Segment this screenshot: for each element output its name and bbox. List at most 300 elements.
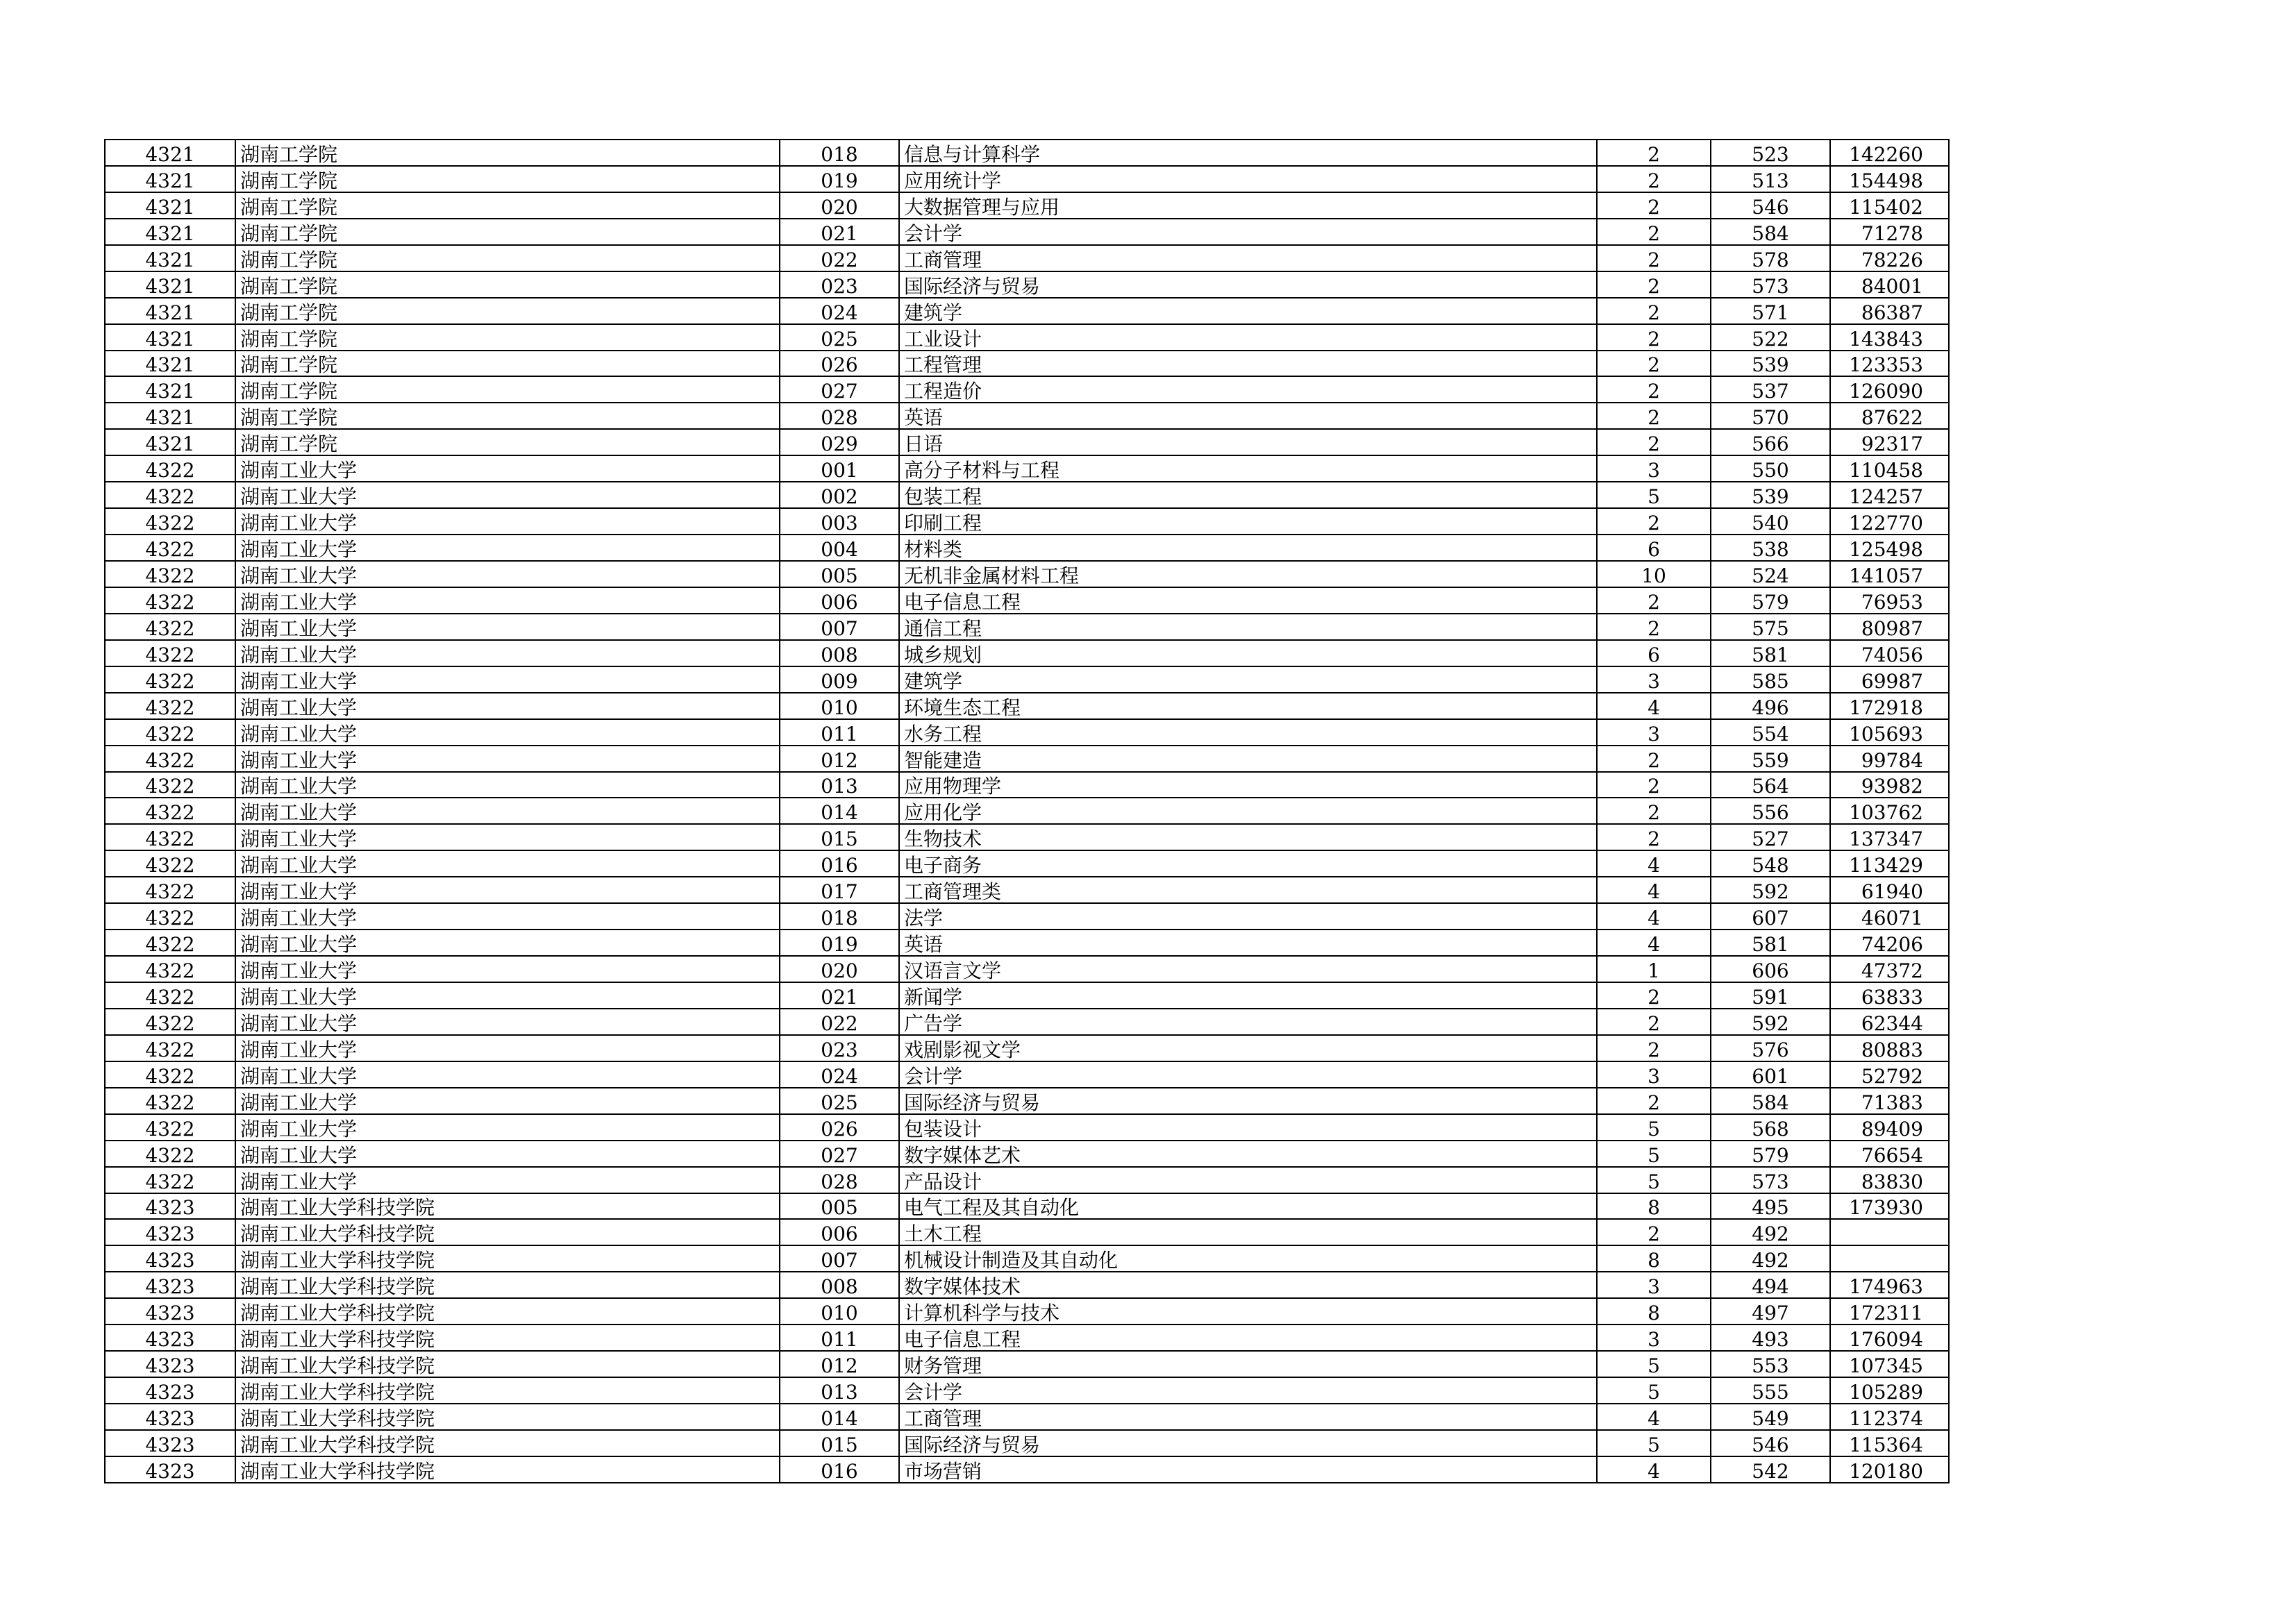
major-name-cell: 国际经济与贸易 (899, 1430, 1597, 1456)
major-code-cell: 021 (780, 219, 899, 245)
school-name-cell: 湖南工业大学 (235, 587, 780, 614)
min-rank-cell: 84001 (1830, 271, 1949, 298)
min-rank-cell: 83830 (1830, 1167, 1949, 1193)
plan-count-cell: 2 (1597, 166, 1711, 192)
major-code-cell: 020 (780, 192, 899, 219)
min-score-cell: 592 (1711, 1009, 1830, 1035)
min-score-cell: 540 (1711, 508, 1830, 535)
plan-count-cell: 5 (1597, 1351, 1711, 1377)
min-score-cell: 496 (1711, 693, 1830, 719)
min-rank-cell: 125498 (1830, 535, 1949, 561)
min-rank-cell (1830, 1245, 1949, 1272)
min-score-cell: 553 (1711, 1351, 1830, 1377)
major-name-cell: 戏剧影视文学 (899, 1035, 1597, 1061)
major-code-cell: 006 (780, 1219, 899, 1245)
table-row (105, 1114, 1949, 1141)
min-score-cell: 585 (1711, 666, 1830, 693)
major-name-cell: 电气工程及其自动化 (899, 1193, 1597, 1220)
min-score-cell: 554 (1711, 719, 1830, 746)
major-code-cell: 001 (780, 455, 899, 482)
plan-count-cell: 2 (1597, 245, 1711, 271)
plan-count-cell: 2 (1597, 351, 1711, 377)
school-code-cell: 4322 (105, 1088, 235, 1114)
school-name-cell: 湖南工业大学科技学院 (235, 1298, 780, 1325)
major-code-cell: 011 (780, 1325, 899, 1351)
min-score-cell: 564 (1711, 772, 1830, 798)
school-code-cell: 4323 (105, 1377, 235, 1404)
min-rank-cell: 46071 (1830, 903, 1949, 930)
school-code-cell: 4322 (105, 614, 235, 640)
min-rank-cell: 172918 (1830, 693, 1949, 719)
major-code-cell: 023 (780, 271, 899, 298)
school-code-cell: 4322 (105, 1167, 235, 1193)
table-row (105, 824, 1949, 850)
school-code-cell: 4322 (105, 1141, 235, 1167)
school-name-cell: 湖南工业大学 (235, 482, 780, 508)
major-name-cell: 工程管理 (899, 351, 1597, 377)
min-rank-cell: 105289 (1830, 1377, 1949, 1404)
min-rank-cell: 89409 (1830, 1114, 1949, 1141)
major-code-cell: 018 (780, 140, 899, 166)
major-code-cell: 022 (780, 245, 899, 271)
major-name-cell: 国际经济与贸易 (899, 271, 1597, 298)
major-code-cell: 002 (780, 482, 899, 508)
major-code-cell: 019 (780, 930, 899, 956)
major-code-cell: 013 (780, 1377, 899, 1404)
plan-count-cell: 2 (1597, 403, 1711, 429)
plan-count-cell: 3 (1597, 1325, 1711, 1351)
school-name-cell: 湖南工业大学 (235, 535, 780, 561)
table-row (105, 166, 1949, 192)
major-name-cell: 工商管理类 (899, 877, 1597, 903)
table-row (105, 1325, 1949, 1351)
school-code-cell: 4322 (105, 508, 235, 535)
school-name-cell: 湖南工业大学 (235, 1167, 780, 1193)
school-name-cell: 湖南工业大学 (235, 930, 780, 956)
school-name-cell: 湖南工业大学 (235, 824, 780, 850)
major-name-cell: 水务工程 (899, 719, 1597, 746)
plan-count-cell: 2 (1597, 1219, 1711, 1245)
school-name-cell: 湖南工业大学科技学院 (235, 1430, 780, 1456)
min-rank-cell: 74056 (1830, 640, 1949, 666)
school-name-cell: 湖南工业大学科技学院 (235, 1351, 780, 1377)
table-row (105, 429, 1949, 455)
table-row (105, 1377, 1949, 1404)
plan-count-cell: 5 (1597, 1377, 1711, 1404)
table-row (105, 403, 1949, 429)
min-rank-cell: 99784 (1830, 746, 1949, 772)
min-rank-cell: 110458 (1830, 455, 1949, 482)
plan-count-cell: 6 (1597, 640, 1711, 666)
major-code-cell: 028 (780, 403, 899, 429)
min-rank-cell: 93982 (1830, 772, 1949, 798)
plan-count-cell: 5 (1597, 1114, 1711, 1141)
major-code-cell: 016 (780, 850, 899, 877)
school-code-cell: 4321 (105, 219, 235, 245)
table-row (105, 666, 1949, 693)
school-name-cell: 湖南工业大学科技学院 (235, 1377, 780, 1404)
plan-count-cell: 3 (1597, 455, 1711, 482)
min-score-cell: 606 (1711, 956, 1830, 982)
school-code-cell: 4322 (105, 1035, 235, 1061)
min-rank-cell: 63833 (1830, 982, 1949, 1009)
school-name-cell: 湖南工业大学 (235, 640, 780, 666)
school-name-cell: 湖南工业大学 (235, 719, 780, 746)
plan-count-cell: 4 (1597, 903, 1711, 930)
table-row (105, 1219, 1949, 1245)
plan-count-cell: 3 (1597, 666, 1711, 693)
school-name-cell: 湖南工业大学 (235, 614, 780, 640)
min-score-cell: 581 (1711, 930, 1830, 956)
school-name-cell: 湖南工业大学 (235, 561, 780, 587)
table-row (105, 1193, 1949, 1220)
school-code-cell: 4322 (105, 850, 235, 877)
school-code-cell: 4321 (105, 271, 235, 298)
min-rank-cell: 141057 (1830, 561, 1949, 587)
school-code-cell: 4323 (105, 1245, 235, 1272)
school-code-cell: 4321 (105, 324, 235, 351)
school-code-cell: 4321 (105, 429, 235, 455)
major-code-cell: 024 (780, 1061, 899, 1088)
school-code-cell: 4323 (105, 1272, 235, 1298)
major-name-cell: 英语 (899, 403, 1597, 429)
school-code-cell: 4322 (105, 798, 235, 824)
school-code-cell: 4321 (105, 245, 235, 271)
plan-count-cell: 5 (1597, 1430, 1711, 1456)
major-code-cell: 004 (780, 535, 899, 561)
table-row (105, 482, 1949, 508)
major-code-cell: 010 (780, 1298, 899, 1325)
major-code-cell: 021 (780, 982, 899, 1009)
school-code-cell: 4322 (105, 956, 235, 982)
major-code-cell: 028 (780, 1167, 899, 1193)
table-row (105, 719, 1949, 746)
plan-count-cell: 2 (1597, 1035, 1711, 1061)
major-name-cell: 通信工程 (899, 614, 1597, 640)
school-name-cell: 湖南工业大学科技学院 (235, 1193, 780, 1220)
major-code-cell: 025 (780, 324, 899, 351)
plan-count-cell: 2 (1597, 192, 1711, 219)
min-rank-cell: 74206 (1830, 930, 1949, 956)
plan-count-cell: 2 (1597, 376, 1711, 403)
plan-count-cell: 2 (1597, 746, 1711, 772)
min-rank-cell: 115402 (1830, 192, 1949, 219)
min-score-cell: 493 (1711, 1325, 1830, 1351)
major-code-cell: 005 (780, 1193, 899, 1220)
major-code-cell: 007 (780, 1245, 899, 1272)
school-code-cell: 4322 (105, 1061, 235, 1088)
min-score-cell: 555 (1711, 1377, 1830, 1404)
table-row (105, 1061, 1949, 1088)
min-rank-cell: 174963 (1830, 1272, 1949, 1298)
major-name-cell: 机械设计制造及其自动化 (899, 1245, 1597, 1272)
min-rank-cell: 126090 (1830, 376, 1949, 403)
min-score-cell: 497 (1711, 1298, 1830, 1325)
table-row (105, 1298, 1949, 1325)
min-rank-cell: 172311 (1830, 1298, 1949, 1325)
school-code-cell: 4323 (105, 1351, 235, 1377)
school-name-cell: 湖南工业大学 (235, 1061, 780, 1088)
major-name-cell: 会计学 (899, 219, 1597, 245)
school-code-cell: 4322 (105, 719, 235, 746)
min-score-cell: 566 (1711, 429, 1830, 455)
min-score-cell: 575 (1711, 614, 1830, 640)
min-rank-cell: 115364 (1830, 1430, 1949, 1456)
school-name-cell: 湖南工学院 (235, 192, 780, 219)
school-name-cell: 湖南工学院 (235, 271, 780, 298)
plan-count-cell: 2 (1597, 824, 1711, 850)
school-code-cell: 4322 (105, 1009, 235, 1035)
school-code-cell: 4321 (105, 351, 235, 377)
plan-count-cell: 5 (1597, 1141, 1711, 1167)
table-row (105, 298, 1949, 324)
table-row (105, 693, 1949, 719)
major-code-cell: 015 (780, 1430, 899, 1456)
major-name-cell: 电子信息工程 (899, 587, 1597, 614)
table-body (105, 140, 1949, 1483)
min-score-cell: 573 (1711, 271, 1830, 298)
min-rank-cell: 86387 (1830, 298, 1949, 324)
school-name-cell: 湖南工业大学 (235, 508, 780, 535)
major-code-cell: 027 (780, 1141, 899, 1167)
school-code-cell: 4323 (105, 1325, 235, 1351)
min-score-cell: 601 (1711, 1061, 1830, 1088)
min-score-cell: 522 (1711, 324, 1830, 351)
school-code-cell: 4322 (105, 666, 235, 693)
plan-count-cell: 4 (1597, 930, 1711, 956)
min-rank-cell: 113429 (1830, 850, 1949, 877)
min-rank-cell: 69987 (1830, 666, 1949, 693)
table-row (105, 140, 1949, 166)
min-score-cell: 549 (1711, 1404, 1830, 1430)
min-score-cell: 492 (1711, 1219, 1830, 1245)
min-rank-cell: 80987 (1830, 614, 1949, 640)
school-code-cell: 4323 (105, 1219, 235, 1245)
school-name-cell: 湖南工业大学科技学院 (235, 1219, 780, 1245)
plan-count-cell: 1 (1597, 956, 1711, 982)
table-row (105, 1167, 1949, 1193)
table-row (105, 640, 1949, 666)
school-name-cell: 湖南工业大学 (235, 772, 780, 798)
major-name-cell: 高分子材料与工程 (899, 455, 1597, 482)
table-row (105, 1272, 1949, 1298)
table-row (105, 850, 1949, 877)
min-score-cell: 581 (1711, 640, 1830, 666)
min-rank-cell: 80883 (1830, 1035, 1949, 1061)
school-code-cell: 4322 (105, 455, 235, 482)
min-rank-cell: 47372 (1830, 956, 1949, 982)
major-name-cell: 土木工程 (899, 1219, 1597, 1245)
table-row (105, 772, 1949, 798)
major-code-cell: 026 (780, 351, 899, 377)
school-code-cell: 4323 (105, 1456, 235, 1483)
plan-count-cell: 2 (1597, 140, 1711, 166)
table-row (105, 982, 1949, 1009)
major-name-cell: 智能建造 (899, 746, 1597, 772)
table-row (105, 587, 1949, 614)
min-rank-cell: 76953 (1830, 587, 1949, 614)
school-name-cell: 湖南工业大学 (235, 956, 780, 982)
major-name-cell: 工商管理 (899, 1404, 1597, 1430)
school-name-cell: 湖南工学院 (235, 376, 780, 403)
table-row (105, 245, 1949, 271)
min-score-cell: 524 (1711, 561, 1830, 587)
table-row (105, 1430, 1949, 1456)
major-name-cell: 建筑学 (899, 666, 1597, 693)
school-name-cell: 湖南工业大学 (235, 1088, 780, 1114)
school-name-cell: 湖南工业大学 (235, 982, 780, 1009)
min-score-cell: 492 (1711, 1245, 1830, 1272)
admission-table-page (104, 139, 1948, 1483)
min-score-cell: 527 (1711, 824, 1830, 850)
major-code-cell: 010 (780, 693, 899, 719)
major-name-cell: 大数据管理与应用 (899, 192, 1597, 219)
min-rank-cell: 78226 (1830, 245, 1949, 271)
table-row (105, 746, 1949, 772)
major-code-cell: 018 (780, 903, 899, 930)
min-score-cell: 571 (1711, 298, 1830, 324)
min-score-cell: 607 (1711, 903, 1830, 930)
plan-count-cell: 2 (1597, 298, 1711, 324)
major-code-cell: 014 (780, 798, 899, 824)
school-code-cell: 4322 (105, 693, 235, 719)
major-name-cell: 应用统计学 (899, 166, 1597, 192)
school-name-cell: 湖南工业大学 (235, 903, 780, 930)
major-code-cell: 012 (780, 1351, 899, 1377)
min-rank-cell: 52792 (1830, 1061, 1949, 1088)
plan-count-cell: 2 (1597, 508, 1711, 535)
major-name-cell: 材料类 (899, 535, 1597, 561)
min-score-cell: 539 (1711, 482, 1830, 508)
min-score-cell: 546 (1711, 192, 1830, 219)
min-rank-cell: 71383 (1830, 1088, 1949, 1114)
min-rank-cell: 92317 (1830, 429, 1949, 455)
table-row (105, 192, 1949, 219)
major-code-cell: 014 (780, 1404, 899, 1430)
major-code-cell: 017 (780, 877, 899, 903)
major-code-cell: 013 (780, 772, 899, 798)
school-code-cell: 4322 (105, 824, 235, 850)
plan-count-cell: 10 (1597, 561, 1711, 587)
school-name-cell: 湖南工业大学 (235, 1009, 780, 1035)
plan-count-cell: 2 (1597, 798, 1711, 824)
major-code-cell: 009 (780, 666, 899, 693)
school-name-cell: 湖南工业大学 (235, 455, 780, 482)
major-name-cell: 包装工程 (899, 482, 1597, 508)
major-code-cell: 024 (780, 298, 899, 324)
min-rank-cell: 87622 (1830, 403, 1949, 429)
table-row (105, 561, 1949, 587)
school-code-cell: 4323 (105, 1430, 235, 1456)
school-name-cell: 湖南工业大学 (235, 693, 780, 719)
school-name-cell: 湖南工学院 (235, 324, 780, 351)
min-score-cell: 539 (1711, 351, 1830, 377)
plan-count-cell: 2 (1597, 587, 1711, 614)
school-name-cell: 湖南工业大学 (235, 1035, 780, 1061)
table-row (105, 1009, 1949, 1035)
plan-count-cell: 8 (1597, 1298, 1711, 1325)
table-row (105, 1456, 1949, 1483)
min-rank-cell: 103762 (1830, 798, 1949, 824)
min-score-cell: 578 (1711, 245, 1830, 271)
min-rank-cell: 61940 (1830, 877, 1949, 903)
major-code-cell: 022 (780, 1009, 899, 1035)
plan-count-cell: 2 (1597, 1009, 1711, 1035)
plan-count-cell: 3 (1597, 1061, 1711, 1088)
min-rank-cell: 62344 (1830, 1009, 1949, 1035)
table-row (105, 455, 1949, 482)
table-row (105, 1245, 1949, 1272)
school-name-cell: 湖南工业大学科技学院 (235, 1245, 780, 1272)
plan-count-cell: 3 (1597, 1272, 1711, 1298)
min-rank-cell: 112374 (1830, 1404, 1949, 1430)
major-code-cell: 006 (780, 587, 899, 614)
major-code-cell: 003 (780, 508, 899, 535)
min-score-cell: 494 (1711, 1272, 1830, 1298)
min-score-cell: 556 (1711, 798, 1830, 824)
plan-count-cell: 3 (1597, 719, 1711, 746)
school-code-cell: 4322 (105, 746, 235, 772)
school-code-cell: 4322 (105, 561, 235, 587)
plan-count-cell: 2 (1597, 772, 1711, 798)
major-name-cell: 建筑学 (899, 298, 1597, 324)
major-code-cell: 020 (780, 956, 899, 982)
major-name-cell: 市场营销 (899, 1456, 1597, 1483)
min-score-cell: 584 (1711, 219, 1830, 245)
major-name-cell: 城乡规划 (899, 640, 1597, 666)
min-score-cell: 568 (1711, 1114, 1830, 1141)
school-code-cell: 4321 (105, 166, 235, 192)
school-code-cell: 4322 (105, 982, 235, 1009)
school-name-cell: 湖南工业大学 (235, 798, 780, 824)
min-rank-cell: 107345 (1830, 1351, 1949, 1377)
major-name-cell: 国际经济与贸易 (899, 1088, 1597, 1114)
plan-count-cell: 2 (1597, 271, 1711, 298)
major-name-cell: 无机非金属材料工程 (899, 561, 1597, 587)
school-name-cell: 湖南工业大学科技学院 (235, 1325, 780, 1351)
school-name-cell: 湖南工业大学 (235, 850, 780, 877)
major-name-cell: 信息与计算科学 (899, 140, 1597, 166)
major-code-cell: 023 (780, 1035, 899, 1061)
major-name-cell: 数字媒体艺术 (899, 1141, 1597, 1167)
school-code-cell: 4322 (105, 535, 235, 561)
major-code-cell: 016 (780, 1456, 899, 1483)
plan-count-cell: 4 (1597, 1456, 1711, 1483)
school-name-cell: 湖南工业大学 (235, 1114, 780, 1141)
major-name-cell: 环境生态工程 (899, 693, 1597, 719)
plan-count-cell: 8 (1597, 1245, 1711, 1272)
min-score-cell: 579 (1711, 587, 1830, 614)
min-rank-cell: 71278 (1830, 219, 1949, 245)
school-name-cell: 湖南工业大学科技学院 (235, 1404, 780, 1430)
school-name-cell: 湖南工学院 (235, 429, 780, 455)
min-rank-cell: 154498 (1830, 166, 1949, 192)
min-score-cell: 573 (1711, 1167, 1830, 1193)
table-row (105, 271, 1949, 298)
school-name-cell: 湖南工业大学科技学院 (235, 1272, 780, 1298)
table-row (105, 930, 1949, 956)
table-row (105, 614, 1949, 640)
plan-count-cell: 2 (1597, 982, 1711, 1009)
table-row (105, 219, 1949, 245)
min-rank-cell: 122770 (1830, 508, 1949, 535)
min-rank-cell: 142260 (1830, 140, 1949, 166)
plan-count-cell: 8 (1597, 1193, 1711, 1220)
plan-count-cell: 4 (1597, 693, 1711, 719)
table-row (105, 798, 1949, 824)
school-name-cell: 湖南工学院 (235, 166, 780, 192)
school-code-cell: 4321 (105, 192, 235, 219)
